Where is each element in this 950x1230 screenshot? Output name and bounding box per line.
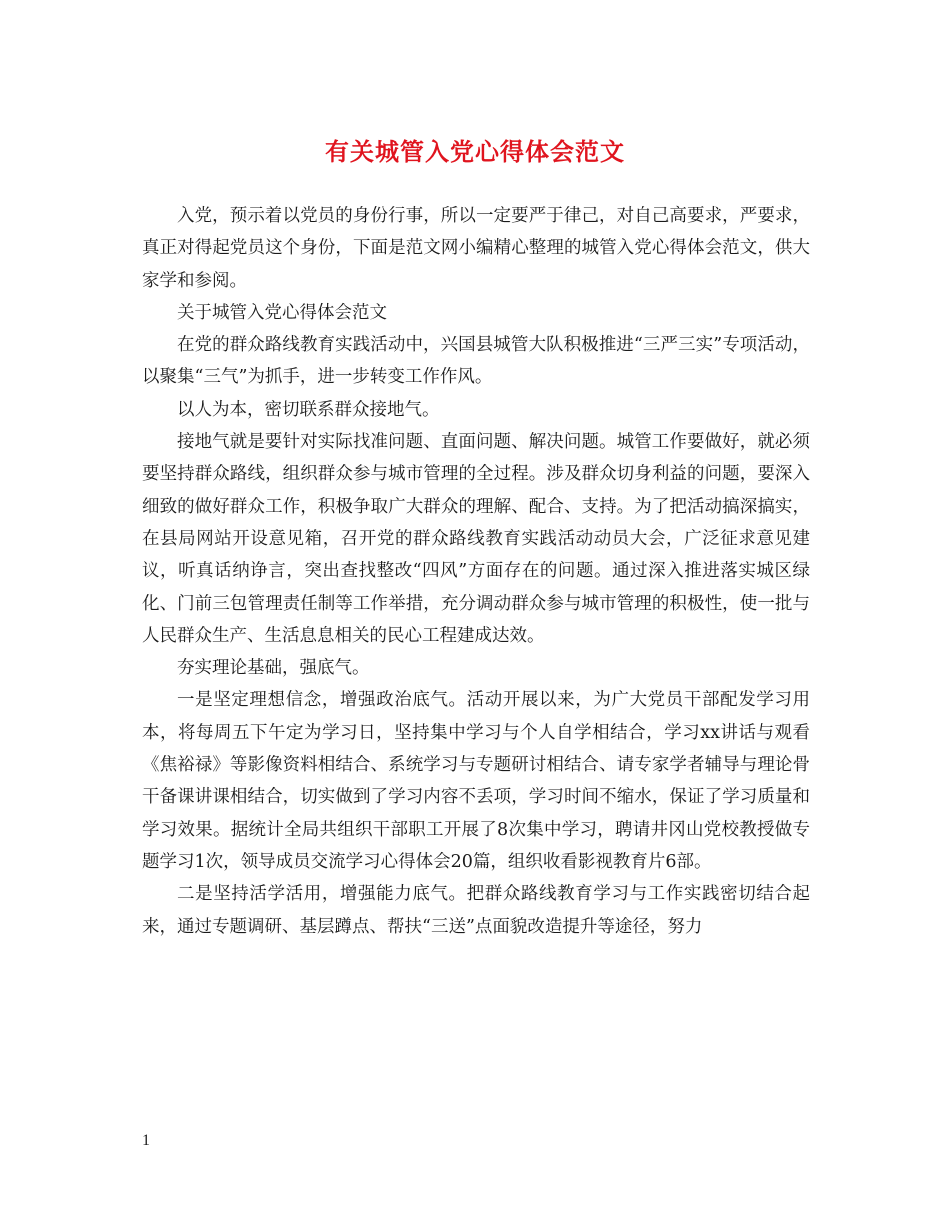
paragraph: 一是坚定理想信念，增强政治底气。活动开展以来，为广大党员干部配发学习用本，将每周五下午定为学习日，坚持集中学习与个人自学相结合，学习xx讲话与观看《焦裕禄》等影像资料相结合、系统学习与专题研讨相结合、请专家学者辅导与理论骨干备课讲课相结合，切实做到了学习内容不丢项，学习时间不缩水，保证了学习质量和学习效果。据统计全局共组织干部职工开展了8次集中学习，聘请井冈山党校教授做专题学习1次，领导成员交流学习心得体会20篇，组织收看影视教育片6部。 — [142, 690, 810, 872]
paragraph: 接地气就是要针对实际找准问题、直面问题、解决问题。城管工作要做好，就必须要坚持群众路线，组织群众参与城市管理的全过程。涉及群众切身利益的问题，要深入细致的做好群众工作，积极争取广大群众的理解、配合、支持。为了把活动搞深搞实，在县局网站开设意见箱，召开党的群众路线教育实践活动动员大会，广泛征求意见建议，听真话纳诤言，突出查找整改“四风”方面存在的问题。通过深入推进落实城区绿化、门前三包管理责任制等工作举措，充分调动群众参与城市管理的积极性，使一批与人民群众生产、生活息息相关的民心工程建成达效。 — [142, 432, 810, 646]
paragraph: 在党的群众路线教育实践活动中，兴国县城管大队积极推进“三严三实”专项活动，以聚集“三气”为抓手，进一步转变工作作风。 — [142, 335, 810, 388]
paragraph-heading: 夯实理论基础，强底气。 — [177, 658, 370, 679]
page-number: 1 — [142, 1132, 150, 1149]
paragraph-subtitle: 关于城管入党心得体会范文 — [177, 302, 387, 323]
paragraph: 二是坚持活学活用，增强能力底气。把群众路线教育学习与工作实践密切结合起来，通过专题调研、基层蹲点、帮扶“三送”点面貌改造提升等途径，努力 — [142, 884, 810, 937]
document-body — [142, 200, 810, 943]
document-title: 有关城管入党心得体会范文 — [325, 137, 625, 166]
paragraph-heading: 以人为本，密切联系群众接地气。 — [177, 399, 440, 420]
paragraph-intro: 入党，预示着以党员的身份行事，所以一定要严于律己，对自己高要求，严要求，真正对得起党员这个身份，下面是范文网小编精心整理的城管入党心得体会范文，供大家学和参阅。 — [142, 206, 810, 291]
